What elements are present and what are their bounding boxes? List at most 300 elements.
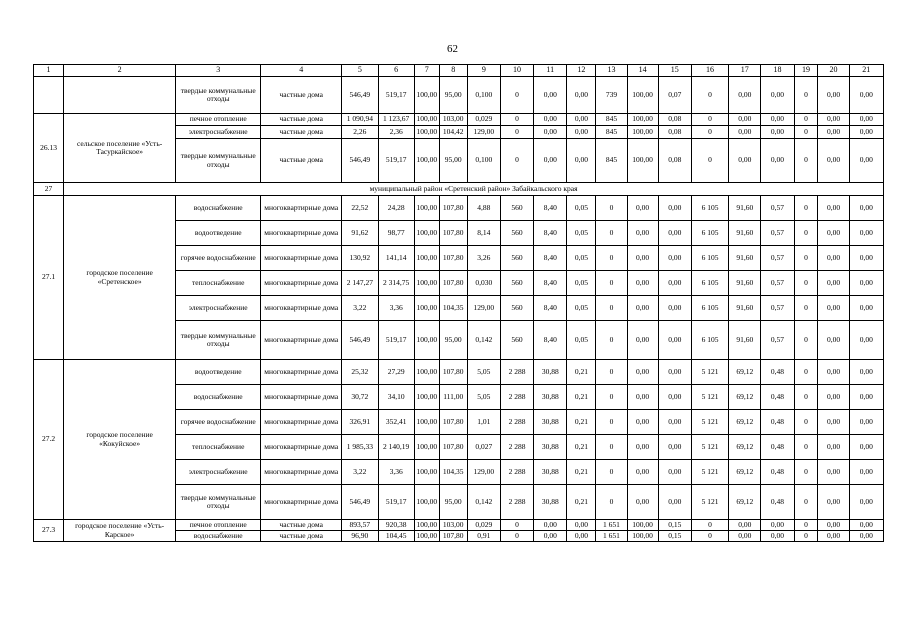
column-header: 4 bbox=[261, 65, 342, 77]
service-name: водоотведение bbox=[176, 360, 261, 385]
table-cell: 100,00 bbox=[414, 485, 439, 520]
table-cell: 2,26 bbox=[342, 126, 378, 139]
table-cell: 560 bbox=[500, 221, 533, 246]
table-cell: 30,88 bbox=[534, 385, 567, 410]
table-cell: 0,00 bbox=[627, 271, 658, 296]
table-cell: 546,49 bbox=[342, 139, 378, 183]
column-header: 14 bbox=[627, 65, 658, 77]
column-header: 16 bbox=[691, 65, 728, 77]
table-cell: 0,00 bbox=[849, 460, 883, 485]
table-cell: 0,00 bbox=[658, 410, 691, 435]
table-cell: 0 bbox=[500, 114, 533, 126]
table-cell: 0,05 bbox=[567, 246, 596, 271]
table-cell: 0,00 bbox=[761, 77, 794, 114]
table-cell: 519,17 bbox=[378, 77, 414, 114]
table-cell: 0,08 bbox=[658, 126, 691, 139]
table-cell: 0 bbox=[691, 520, 728, 531]
table-cell: 0 bbox=[794, 296, 818, 321]
table-cell: 0,00 bbox=[658, 221, 691, 246]
table-cell: 0,00 bbox=[849, 126, 883, 139]
table-cell: 0 bbox=[794, 385, 818, 410]
tariff-table bbox=[33, 64, 884, 542]
table-cell: 0 bbox=[691, 139, 728, 183]
table-cell: 0 bbox=[596, 360, 627, 385]
table-cell: 0,00 bbox=[849, 139, 883, 183]
table-cell: 141,14 bbox=[378, 246, 414, 271]
table-cell: 0,00 bbox=[567, 531, 596, 542]
table-cell: 0,00 bbox=[761, 126, 794, 139]
service-name: твердые коммунальные отходы bbox=[176, 77, 261, 114]
table-cell: 0 bbox=[794, 410, 818, 435]
housing-type: частные дома bbox=[261, 126, 342, 139]
header-row bbox=[34, 65, 884, 77]
table-cell: 845 bbox=[596, 114, 627, 126]
table-cell: 2 314,75 bbox=[378, 271, 414, 296]
table-cell: 100,00 bbox=[627, 114, 658, 126]
table-cell: 0 bbox=[596, 196, 627, 221]
table-cell: 95,00 bbox=[439, 321, 467, 360]
table-cell: 0,00 bbox=[761, 114, 794, 126]
table-cell: 100,00 bbox=[414, 410, 439, 435]
table-cell: 30,88 bbox=[534, 360, 567, 385]
housing-type: многоквартирные дома bbox=[261, 321, 342, 360]
row-id: 26.13 bbox=[34, 114, 64, 183]
table-cell: 0,00 bbox=[818, 246, 849, 271]
table-cell: 0,00 bbox=[534, 531, 567, 542]
table-cell: 100,00 bbox=[627, 531, 658, 542]
table-cell: 0,05 bbox=[567, 196, 596, 221]
table-cell: 0,00 bbox=[849, 246, 883, 271]
column-header: 8 bbox=[439, 65, 467, 77]
table-cell: 30,88 bbox=[534, 460, 567, 485]
section-row bbox=[34, 183, 884, 196]
table-cell: 0 bbox=[794, 531, 818, 542]
table-cell: 0,00 bbox=[627, 296, 658, 321]
table-cell: 0 bbox=[794, 246, 818, 271]
housing-type: частные дома bbox=[261, 139, 342, 183]
table-cell: 0,00 bbox=[534, 139, 567, 183]
table-cell: 5 121 bbox=[691, 485, 728, 520]
table-row bbox=[34, 114, 884, 126]
table-cell: 69,12 bbox=[729, 410, 761, 435]
table-cell: 0 bbox=[794, 271, 818, 296]
table-cell: 0,00 bbox=[627, 485, 658, 520]
table-cell: 0,00 bbox=[658, 435, 691, 460]
column-header: 12 bbox=[567, 65, 596, 77]
table-cell: 104,42 bbox=[439, 126, 467, 139]
service-name: водоснабжение bbox=[176, 196, 261, 221]
row-id: 27.2 bbox=[34, 360, 64, 520]
table-cell: 0 bbox=[691, 126, 728, 139]
table-cell: 739 bbox=[596, 77, 627, 114]
table-cell: 5 121 bbox=[691, 460, 728, 485]
table-cell: 1 651 bbox=[596, 520, 627, 531]
table-cell: 0,00 bbox=[567, 77, 596, 114]
table-cell: 91,60 bbox=[729, 296, 761, 321]
table-cell: 0,00 bbox=[534, 126, 567, 139]
table-cell: 0,00 bbox=[729, 77, 761, 114]
table-cell: 0,00 bbox=[849, 531, 883, 542]
table-cell: 0,142 bbox=[467, 321, 500, 360]
table-cell: 0,00 bbox=[534, 114, 567, 126]
table-cell: 69,12 bbox=[729, 360, 761, 385]
table-cell: 0,21 bbox=[567, 485, 596, 520]
table-cell: 0,00 bbox=[849, 114, 883, 126]
column-header: 9 bbox=[467, 65, 500, 77]
table-cell: 107,80 bbox=[439, 271, 467, 296]
table-cell: 91,60 bbox=[729, 246, 761, 271]
row-id bbox=[34, 77, 64, 114]
table-cell: 0,00 bbox=[658, 460, 691, 485]
table-cell: 8,40 bbox=[534, 271, 567, 296]
table-cell: 0,48 bbox=[761, 435, 794, 460]
service-name: электроснабжение bbox=[176, 460, 261, 485]
table-cell: 0 bbox=[794, 485, 818, 520]
table-cell: 100,00 bbox=[414, 246, 439, 271]
table-cell: 0 bbox=[794, 360, 818, 385]
table-cell: 0,57 bbox=[761, 221, 794, 246]
table-cell: 100,00 bbox=[627, 520, 658, 531]
table-cell: 98,77 bbox=[378, 221, 414, 246]
table-cell: 8,40 bbox=[534, 296, 567, 321]
table-cell: 519,17 bbox=[378, 321, 414, 360]
service-name: водоотведение bbox=[176, 221, 261, 246]
table-cell: 107,80 bbox=[439, 221, 467, 246]
table-cell: 0,00 bbox=[849, 385, 883, 410]
housing-type: частные дома bbox=[261, 77, 342, 114]
table-cell: 845 bbox=[596, 139, 627, 183]
table-cell: 8,40 bbox=[534, 221, 567, 246]
table-cell: 5 121 bbox=[691, 410, 728, 435]
table-cell: 560 bbox=[500, 246, 533, 271]
table-cell: 0 bbox=[794, 221, 818, 246]
table-cell: 0 bbox=[794, 126, 818, 139]
table-cell: 0 bbox=[794, 77, 818, 114]
table-cell: 0,57 bbox=[761, 271, 794, 296]
housing-type: многоквартирные дома bbox=[261, 196, 342, 221]
table-cell: 0,00 bbox=[534, 77, 567, 114]
table-cell: 519,17 bbox=[378, 139, 414, 183]
table-cell: 0,00 bbox=[658, 196, 691, 221]
table-cell: 560 bbox=[500, 296, 533, 321]
table-cell: 100,00 bbox=[414, 296, 439, 321]
table-row bbox=[34, 520, 884, 531]
service-name: теплоснабжение bbox=[176, 435, 261, 460]
table-cell: 8,40 bbox=[534, 246, 567, 271]
table-cell: 0,48 bbox=[761, 460, 794, 485]
table-cell: 2 288 bbox=[500, 360, 533, 385]
service-name: печное отопление bbox=[176, 520, 261, 531]
table-cell: 107,80 bbox=[439, 410, 467, 435]
table-cell: 0,027 bbox=[467, 435, 500, 460]
table-cell: 0,00 bbox=[729, 139, 761, 183]
table-cell: 352,41 bbox=[378, 410, 414, 435]
table-cell: 0,00 bbox=[658, 485, 691, 520]
table-cell: 129,00 bbox=[467, 460, 500, 485]
table-cell: 104,45 bbox=[378, 531, 414, 542]
table-cell: 95,00 bbox=[439, 139, 467, 183]
table-cell: 107,80 bbox=[439, 435, 467, 460]
table-cell: 100,00 bbox=[414, 126, 439, 139]
housing-type: многоквартирные дома bbox=[261, 360, 342, 385]
table-cell: 0 bbox=[500, 139, 533, 183]
table-row bbox=[34, 77, 884, 114]
table-cell: 0,00 bbox=[658, 360, 691, 385]
table-cell: 0 bbox=[596, 296, 627, 321]
table-cell: 0,100 bbox=[467, 77, 500, 114]
table-cell: 3,26 bbox=[467, 246, 500, 271]
table-cell: 95,00 bbox=[439, 485, 467, 520]
table-cell: 100,00 bbox=[627, 126, 658, 139]
table-cell: 91,60 bbox=[729, 196, 761, 221]
table-cell: 0,142 bbox=[467, 485, 500, 520]
table-cell: 1 123,67 bbox=[378, 114, 414, 126]
table-cell: 546,49 bbox=[342, 485, 378, 520]
table-cell: 100,00 bbox=[627, 139, 658, 183]
table-cell: 100,00 bbox=[414, 114, 439, 126]
table-cell: 0,00 bbox=[658, 246, 691, 271]
settlement-name: сельское поселение «Усть-Тасуркайское» bbox=[64, 114, 176, 183]
housing-type: многоквартирные дома bbox=[261, 296, 342, 321]
table-cell: 893,57 bbox=[342, 520, 378, 531]
table-cell: 34,10 bbox=[378, 385, 414, 410]
table-cell: 0 bbox=[500, 520, 533, 531]
table-cell: 0,00 bbox=[818, 114, 849, 126]
table-cell: 0,05 bbox=[567, 271, 596, 296]
table-cell: 129,00 bbox=[467, 296, 500, 321]
table-cell: 0,48 bbox=[761, 485, 794, 520]
table-cell: 0 bbox=[596, 485, 627, 520]
table-cell: 69,12 bbox=[729, 485, 761, 520]
table-cell: 0,00 bbox=[818, 410, 849, 435]
table-cell: 0,00 bbox=[849, 435, 883, 460]
table-cell: 0,00 bbox=[658, 385, 691, 410]
table-cell: 0,00 bbox=[761, 139, 794, 183]
table-cell: 0,08 bbox=[658, 139, 691, 183]
table-cell: 0,21 bbox=[567, 385, 596, 410]
table-cell: 0,00 bbox=[627, 435, 658, 460]
table-cell: 0,00 bbox=[849, 360, 883, 385]
table-cell: 5,05 bbox=[467, 385, 500, 410]
table-cell: 100,00 bbox=[414, 221, 439, 246]
table-cell: 0,05 bbox=[567, 321, 596, 360]
table-cell: 0,00 bbox=[818, 126, 849, 139]
table-cell: 0,00 bbox=[818, 221, 849, 246]
table-cell: 0,00 bbox=[818, 531, 849, 542]
table-cell: 0 bbox=[691, 114, 728, 126]
table-cell: 0,00 bbox=[849, 321, 883, 360]
service-name: водоснабжение bbox=[176, 385, 261, 410]
table-cell: 8,40 bbox=[534, 196, 567, 221]
table-cell: 0 bbox=[596, 435, 627, 460]
table-cell: 0,00 bbox=[761, 531, 794, 542]
table-cell: 845 bbox=[596, 126, 627, 139]
table-cell: 0,15 bbox=[658, 520, 691, 531]
housing-type: многоквартирные дома bbox=[261, 385, 342, 410]
table-cell: 0 bbox=[500, 77, 533, 114]
table-cell: 0 bbox=[794, 114, 818, 126]
table-cell: 2 288 bbox=[500, 485, 533, 520]
settlement-name: городское поселение «Сретенское» bbox=[64, 196, 176, 360]
table-cell: 0,48 bbox=[761, 410, 794, 435]
column-header: 6 bbox=[378, 65, 414, 77]
table-cell: 0,00 bbox=[658, 271, 691, 296]
table-cell: 0,00 bbox=[849, 196, 883, 221]
column-header: 5 bbox=[342, 65, 378, 77]
table-cell: 103,00 bbox=[439, 520, 467, 531]
table-cell: 0,00 bbox=[849, 410, 883, 435]
table-cell: 22,52 bbox=[342, 196, 378, 221]
column-header: 7 bbox=[414, 65, 439, 77]
table-cell: 6 105 bbox=[691, 321, 728, 360]
table-cell: 104,35 bbox=[439, 296, 467, 321]
table-cell: 0,00 bbox=[627, 321, 658, 360]
table-cell: 0,030 bbox=[467, 271, 500, 296]
table-cell: 0 bbox=[596, 385, 627, 410]
table-cell: 3,22 bbox=[342, 296, 378, 321]
table-cell: 91,62 bbox=[342, 221, 378, 246]
housing-type: частные дома bbox=[261, 114, 342, 126]
table-cell: 0,57 bbox=[761, 296, 794, 321]
table-cell: 0,00 bbox=[627, 385, 658, 410]
table-cell: 100,00 bbox=[414, 385, 439, 410]
settlement-name: городское поселение «Усть-Карское» bbox=[64, 520, 176, 542]
table-cell: 130,92 bbox=[342, 246, 378, 271]
table-cell: 0,21 bbox=[567, 435, 596, 460]
table-cell: 95,00 bbox=[439, 77, 467, 114]
table-cell: 107,80 bbox=[439, 360, 467, 385]
table-cell: 0,91 bbox=[467, 531, 500, 542]
table-cell: 91,60 bbox=[729, 221, 761, 246]
table-cell: 3,36 bbox=[378, 296, 414, 321]
table-cell: 0 bbox=[596, 321, 627, 360]
table-cell: 0 bbox=[596, 460, 627, 485]
table-cell: 0,15 bbox=[658, 531, 691, 542]
table-cell: 129,00 bbox=[467, 126, 500, 139]
table-cell: 0 bbox=[596, 246, 627, 271]
table-row bbox=[34, 360, 884, 385]
table-cell: 2 288 bbox=[500, 460, 533, 485]
row-id: 27.1 bbox=[34, 196, 64, 360]
section-id: 27 bbox=[34, 183, 64, 196]
table-cell: 2 288 bbox=[500, 410, 533, 435]
table-cell: 0,00 bbox=[818, 296, 849, 321]
table-cell: 2 147,27 bbox=[342, 271, 378, 296]
column-header: 18 bbox=[761, 65, 794, 77]
table-cell: 2 288 bbox=[500, 435, 533, 460]
housing-type: многоквартирные дома bbox=[261, 271, 342, 296]
table-cell: 100,00 bbox=[627, 77, 658, 114]
table-cell: 4,88 bbox=[467, 196, 500, 221]
table-cell: 326,91 bbox=[342, 410, 378, 435]
service-name: электроснабжение bbox=[176, 296, 261, 321]
table-cell: 107,80 bbox=[439, 531, 467, 542]
table-cell: 0,00 bbox=[627, 246, 658, 271]
page-number: 62 bbox=[447, 43, 458, 55]
housing-type: многоквартирные дома bbox=[261, 246, 342, 271]
table-cell: 6 105 bbox=[691, 196, 728, 221]
column-header: 19 bbox=[794, 65, 818, 77]
table-cell: 0,00 bbox=[658, 321, 691, 360]
service-name: горячее водоснабжение bbox=[176, 410, 261, 435]
table-cell: 0,00 bbox=[761, 520, 794, 531]
table-cell: 0 bbox=[500, 531, 533, 542]
table-cell: 91,60 bbox=[729, 271, 761, 296]
table-cell: 0,029 bbox=[467, 520, 500, 531]
service-name: водоснабжение bbox=[176, 531, 261, 542]
column-header: 21 bbox=[849, 65, 883, 77]
table-cell: 96,90 bbox=[342, 531, 378, 542]
table-cell: 107,80 bbox=[439, 246, 467, 271]
column-header: 1 bbox=[34, 65, 64, 77]
table-cell: 1,01 bbox=[467, 410, 500, 435]
table-cell: 0,48 bbox=[761, 360, 794, 385]
housing-type: многоквартирные дома bbox=[261, 221, 342, 246]
table-cell: 69,12 bbox=[729, 435, 761, 460]
table-cell: 0 bbox=[794, 460, 818, 485]
housing-type: частные дома bbox=[261, 531, 342, 542]
table-cell: 0 bbox=[596, 221, 627, 246]
service-name: горячее водоснабжение bbox=[176, 246, 261, 271]
table-cell: 5 121 bbox=[691, 360, 728, 385]
table-cell: 0,00 bbox=[818, 139, 849, 183]
table-cell: 0,00 bbox=[627, 460, 658, 485]
table-cell: 0,05 bbox=[567, 296, 596, 321]
table-row bbox=[34, 196, 884, 221]
table-cell: 6 105 bbox=[691, 296, 728, 321]
table-cell: 111,00 bbox=[439, 385, 467, 410]
row-id: 27.3 bbox=[34, 520, 64, 542]
table-cell: 3,22 bbox=[342, 460, 378, 485]
settlement-name: городское поселение «Кокуйское» bbox=[64, 360, 176, 520]
table-cell: 546,49 bbox=[342, 321, 378, 360]
table-cell: 0,00 bbox=[729, 520, 761, 531]
settlement-name bbox=[64, 77, 176, 114]
table-cell: 0,00 bbox=[849, 221, 883, 246]
table-cell: 100,00 bbox=[414, 531, 439, 542]
table-cell: 30,88 bbox=[534, 435, 567, 460]
table-cell: 5 121 bbox=[691, 385, 728, 410]
table-cell: 0,21 bbox=[567, 360, 596, 385]
table-cell: 100,00 bbox=[414, 435, 439, 460]
table-cell: 0,57 bbox=[761, 321, 794, 360]
column-header: 11 bbox=[534, 65, 567, 77]
table-cell: 0 bbox=[691, 77, 728, 114]
table-cell: 0 bbox=[596, 410, 627, 435]
table-cell: 0,029 bbox=[467, 114, 500, 126]
table-cell: 100,00 bbox=[414, 520, 439, 531]
table-cell: 25,32 bbox=[342, 360, 378, 385]
table-cell: 0 bbox=[596, 271, 627, 296]
table-cell: 0,57 bbox=[761, 196, 794, 221]
table-cell: 519,17 bbox=[378, 485, 414, 520]
column-header: 20 bbox=[818, 65, 849, 77]
table-cell: 0,00 bbox=[818, 460, 849, 485]
column-header: 10 bbox=[500, 65, 533, 77]
table-cell: 0,00 bbox=[567, 520, 596, 531]
housing-type: многоквартирные дома bbox=[261, 485, 342, 520]
table-cell: 30,88 bbox=[534, 410, 567, 435]
table-cell: 2 288 bbox=[500, 385, 533, 410]
table-cell: 6 105 bbox=[691, 271, 728, 296]
service-name: электроснабжение bbox=[176, 126, 261, 139]
table-cell: 100,00 bbox=[414, 77, 439, 114]
table-cell: 0,00 bbox=[849, 77, 883, 114]
table-cell: 0,57 bbox=[761, 246, 794, 271]
table-cell: 100,00 bbox=[414, 321, 439, 360]
table-cell: 24,28 bbox=[378, 196, 414, 221]
table-cell: 0,00 bbox=[818, 77, 849, 114]
